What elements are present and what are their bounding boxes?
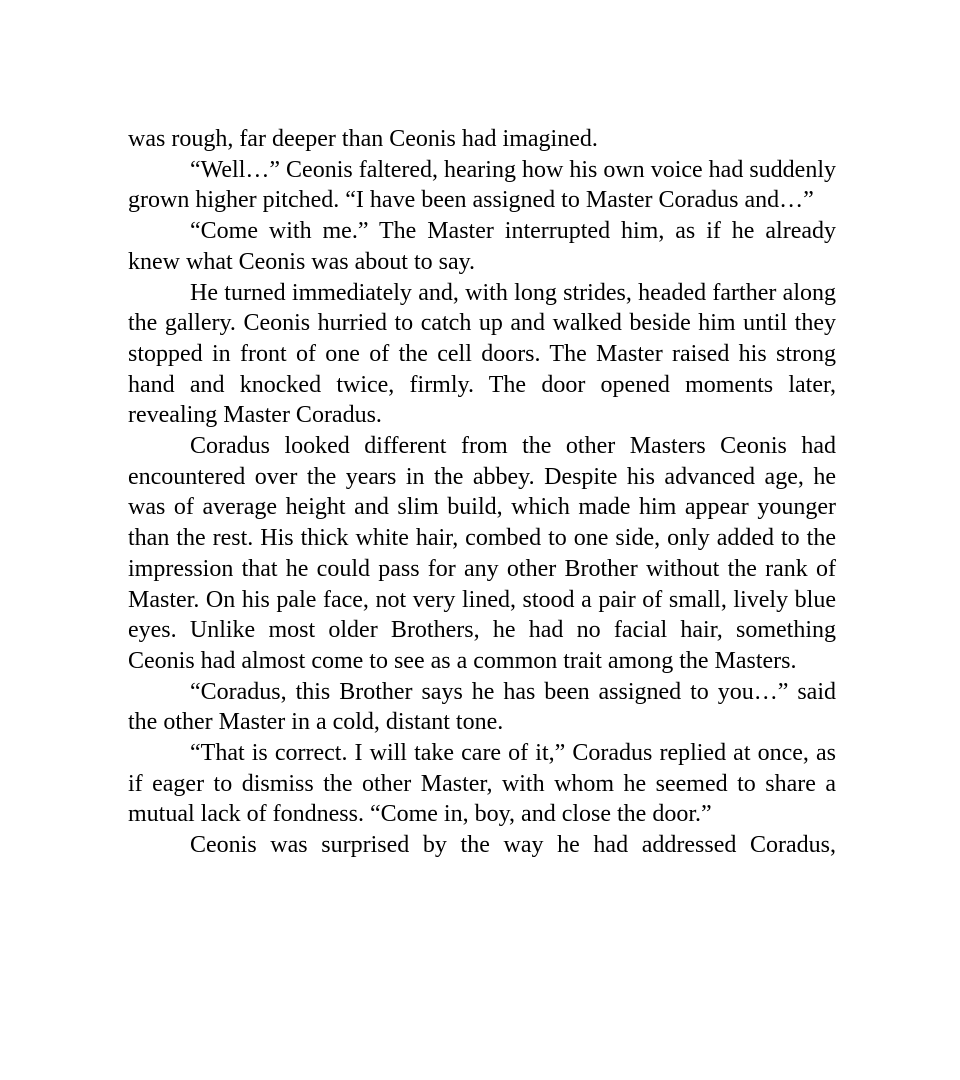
paragraph-5: Coradus looked different from the other Masters Ceonis had encountered over the years in the abbey. Despite his advanced age, he was of average height and slim build, which made him appear younger than the rest. His thick white hair, combed to one side, only added to the impression that he could pass for any other Brother without the rank of Master. On his pale face, not very lined, stood a pair of small, lively blue eyes. Unlike most older Brothers, he had no facial hair, something Ceonis had almost come to see as a common trait among the Masters. bbox=[128, 433, 836, 674]
paragraph-1: was rough, far deeper than Ceonis had imagined. bbox=[128, 126, 598, 152]
paragraph-4: He turned immediately and, with long strides, headed farther along the gallery. Ceonis hurried to catch up and walked beside him until they stopped in front of one of the cell doors. The Master raised his strong hand and knocked twice, firmly. The door opened moments later, revealing Master Coradus. bbox=[128, 279, 836, 429]
page-body bbox=[128, 124, 836, 861]
paragraph-7: “That is correct. I will take care of it,” Coradus replied at once, as if eager to dismiss the other Master, with whom he seemed to share a mutual lack of fondness. “Come in, boy, and close the door.” bbox=[128, 740, 836, 828]
paragraph-8: Ceonis was surprised by the way he had addressed Coradus, bbox=[190, 832, 836, 859]
paragraph-3: “Come with me.” The Master interrupted him, as if he already knew what Ceonis was about to say. bbox=[128, 218, 836, 275]
paragraph-6: “Coradus, this Brother says he has been assigned to you…” said the other Master in a cold, distant tone. bbox=[128, 678, 836, 736]
paragraph-2: “Well…” Ceonis faltered, hearing how his own voice had suddenly grown higher pitched. “I have been assigned to Master Coradus and…” bbox=[128, 156, 836, 214]
